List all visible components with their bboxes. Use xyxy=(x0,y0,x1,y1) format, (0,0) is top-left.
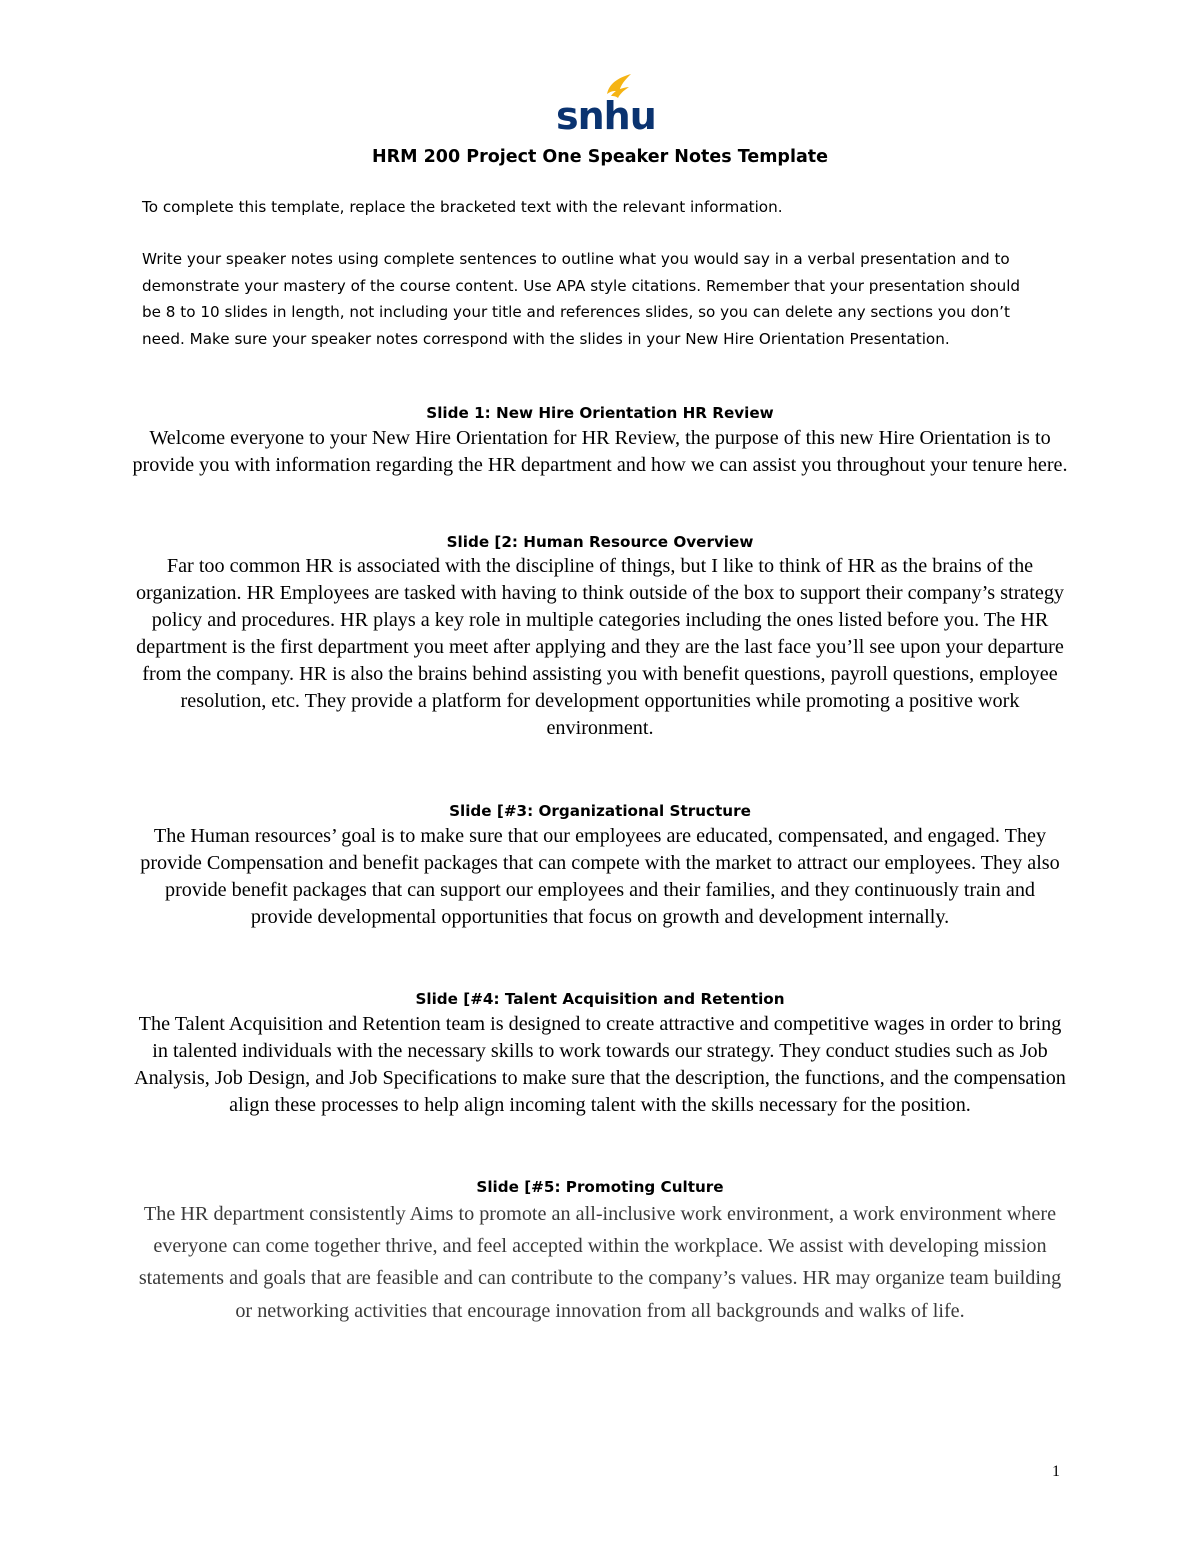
slide-2-heading: Slide [2: Human Resource Overview xyxy=(446,533,754,551)
slide-5-heading: Slide [#5: Promoting Culture xyxy=(476,1178,724,1196)
slide-5-notes: The HR department consistently Aims to promote an all-inclusive work environment, a work environment where everyone can come together thrive, and feel accepted within the workplace. We assist with developing mission statements and goals that are feasible and can contribute to the company’s values. HR may organize team building or networking activities that encourage innovation from all backgrounds and walks of life. xyxy=(138,1203,1062,1322)
instruction-paragraph-1: To complete this template, replace the bracketed text with the relevant information. xyxy=(142,198,783,216)
instruction-paragraph-2: Write your speaker notes using complete sentences to outline what you would say in a verbal presentation and to demonstrate your mastery of the course content. Use APA style citations. Remember that your presentation should be 8 to 10 slides in length, not including your title and references slides, so you can delete any sections you don’t need. Make sure your speaker notes correspond with the slides in your New Hire Orientation Presentation. xyxy=(142,250,1021,348)
page-number: 1 xyxy=(1052,1463,1060,1480)
document-title: HRM 200 Project One Speaker Notes Template xyxy=(372,147,828,167)
logo-text: snhu xyxy=(556,94,656,138)
slide-3-heading: Slide [#3: Organizational Structure xyxy=(449,802,751,820)
slide-1-notes: Welcome everyone to your New Hire Orientation for HR Review, the purpose of this new Hire Orientation is to provide you with information regarding the HR department and how we can assist you throughout your tenure here. xyxy=(132,427,1068,476)
slide-4-notes: The Talent Acquisition and Retention team is designed to create attractive and competitive wages in order to bring in talented individuals with the necessary skills to work towards our strategy. They conduct studies such as Job Analysis, Job Design, and Job Specifications to make sure that the description, the functions, and the compensation align these processes to help align incoming talent with the skills necessary for the position. xyxy=(134,1013,1066,1116)
slide-1-heading: Slide 1: New Hire Orientation HR Review xyxy=(426,404,774,422)
slide-2-notes: Far too common HR is associated with the discipline of things, but I like to think of HR as the brains of the organization. HR Employees are tasked with having to think outside of the box to support their company’s strategy policy and procedures. HR plays a key role in multiple categories including the ones listed before you. The HR department is the first department you meet after applying and they are the last face you’ll see upon your departure from the company. HR is also the brains behind assisting you with benefit questions, payroll questions, employee resolution, etc. They provide a platform for development opportunities while promoting a positive work environment. xyxy=(135,555,1065,739)
snhu-logo xyxy=(555,72,656,138)
slide-3-notes: The Human resources’ goal is to make sure that our employees are educated, compensated, and engaged. They provide Compensation and benefit packages that can compete with the market to attract our employees. They also provide benefit packages that can support our employees and their families, and they continuously train and provide developmental opportunities that focus on growth and development internally. xyxy=(140,825,1060,928)
slide-4-heading: Slide [#4: Talent Acquisition and Retention xyxy=(415,990,785,1008)
